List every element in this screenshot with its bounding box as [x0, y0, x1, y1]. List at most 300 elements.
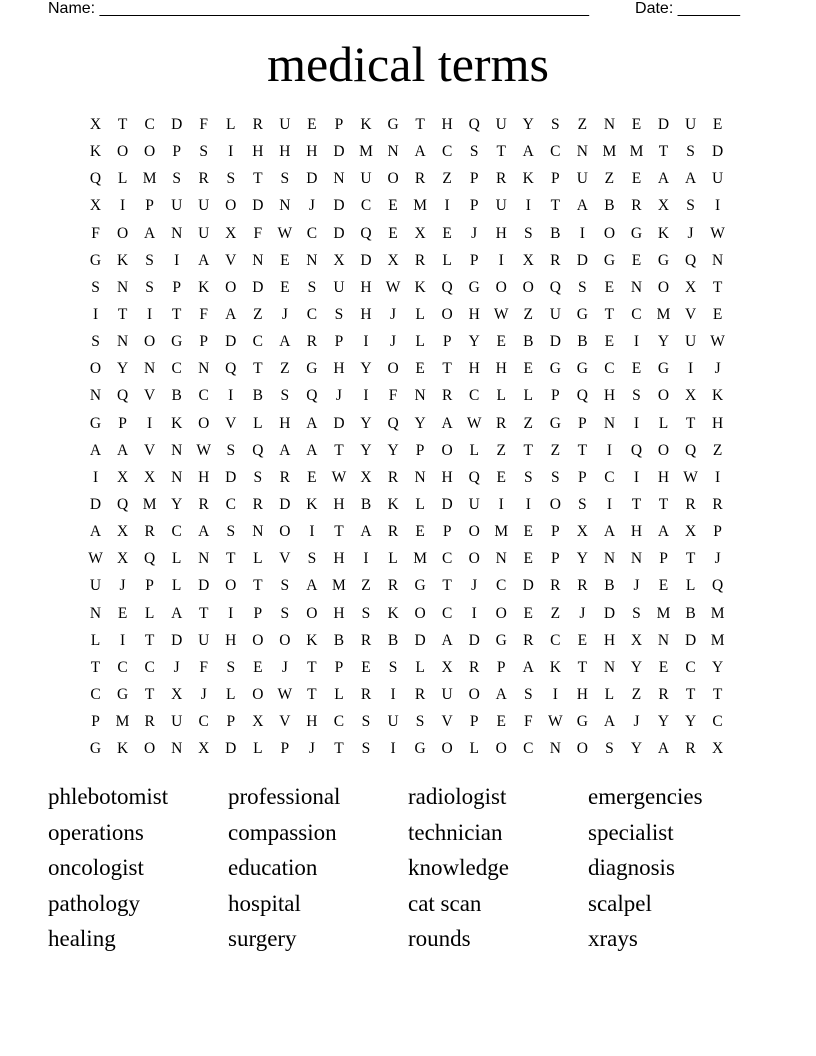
- grid-letter[interactable]: S: [605, 740, 614, 758]
- grid-letter[interactable]: D: [603, 604, 616, 622]
- grid-letter[interactable]: W: [710, 224, 725, 242]
- grid-letter[interactable]: B: [387, 631, 399, 649]
- grid-letter[interactable]: I: [498, 495, 504, 513]
- grid-letter[interactable]: M: [710, 604, 725, 622]
- grid-letter[interactable]: D: [549, 333, 561, 351]
- grid-letter[interactable]: L: [90, 631, 101, 649]
- grid-letter[interactable]: P: [551, 387, 560, 405]
- grid-letter[interactable]: U: [360, 170, 372, 188]
- grid-letter[interactable]: L: [117, 170, 128, 188]
- grid-letter[interactable]: R: [550, 577, 561, 595]
- grid-letter[interactable]: A: [279, 441, 291, 459]
- grid-letter[interactable]: S: [361, 740, 371, 758]
- grid-letter[interactable]: S: [523, 685, 533, 703]
- grid-letter[interactable]: R: [144, 713, 155, 731]
- grid-letter[interactable]: I: [92, 305, 99, 323]
- grid-letter[interactable]: Z: [523, 305, 533, 323]
- grid-letter[interactable]: N: [89, 604, 102, 622]
- grid-letter[interactable]: N: [144, 360, 156, 378]
- grid-letter[interactable]: C: [198, 387, 209, 405]
- grid-letter[interactable]: M: [656, 305, 671, 323]
- grid-letter[interactable]: W: [331, 468, 347, 486]
- grid-letter[interactable]: H: [333, 550, 345, 568]
- grid-letter[interactable]: U: [684, 116, 697, 133]
- grid-letter[interactable]: O: [495, 278, 507, 296]
- grid-letter[interactable]: C: [550, 143, 561, 161]
- grid-letter[interactable]: T: [577, 658, 588, 676]
- grid-letter[interactable]: A: [360, 523, 372, 541]
- grid-letter[interactable]: I: [147, 414, 153, 432]
- grid-letter[interactable]: A: [684, 170, 697, 188]
- grid-letter[interactable]: K: [306, 495, 318, 513]
- grid-letter[interactable]: P: [199, 333, 209, 351]
- grid-letter[interactable]: P: [496, 658, 506, 676]
- grid-letter[interactable]: H: [360, 278, 372, 296]
- grid-letter[interactable]: A: [198, 523, 210, 541]
- grid-letter[interactable]: E: [631, 251, 642, 269]
- grid-letter[interactable]: Q: [576, 387, 588, 405]
- grid-letter[interactable]: O: [468, 685, 480, 703]
- grid-letter[interactable]: S: [145, 278, 154, 296]
- grid-letter[interactable]: K: [712, 387, 724, 405]
- grid-letter[interactable]: E: [307, 116, 317, 133]
- grid-letter[interactable]: O: [306, 604, 318, 622]
- grid-letter[interactable]: Z: [577, 116, 588, 133]
- grid-letter[interactable]: R: [496, 170, 507, 188]
- grid-letter[interactable]: O: [495, 740, 507, 758]
- grid-letter[interactable]: E: [604, 333, 615, 351]
- grid-letter[interactable]: R: [414, 251, 426, 269]
- grid-letter[interactable]: R: [577, 577, 588, 595]
- grid-letter[interactable]: R: [306, 333, 318, 351]
- grid-letter[interactable]: A: [198, 251, 210, 269]
- grid-letter[interactable]: I: [174, 251, 180, 269]
- grid-letter[interactable]: C: [360, 197, 372, 215]
- grid-letter[interactable]: S: [307, 550, 317, 568]
- grid-letter[interactable]: B: [333, 631, 345, 649]
- grid-letter[interactable]: K: [116, 740, 129, 758]
- grid-letter[interactable]: Q: [712, 577, 724, 595]
- grid-letter[interactable]: Q: [549, 278, 561, 296]
- grid-letter[interactable]: H: [603, 631, 616, 649]
- grid-letter[interactable]: R: [360, 631, 372, 649]
- grid-letter[interactable]: A: [603, 713, 616, 731]
- grid-letter[interactable]: M: [710, 631, 725, 649]
- grid-letter[interactable]: X: [333, 251, 345, 269]
- grid-letter[interactable]: N: [712, 251, 724, 269]
- grid-letter[interactable]: L: [226, 685, 236, 703]
- grid-letter[interactable]: H: [495, 224, 507, 242]
- grid-letter[interactable]: Y: [116, 360, 129, 378]
- grid-letter[interactable]: G: [171, 333, 183, 351]
- grid-letter[interactable]: H: [712, 414, 724, 432]
- grid-letter[interactable]: N: [603, 658, 616, 676]
- grid-letter[interactable]: G: [549, 414, 561, 432]
- grid-letter[interactable]: E: [658, 658, 669, 676]
- grid-letter[interactable]: G: [116, 685, 129, 703]
- grid-letter[interactable]: S: [280, 604, 290, 622]
- grid-letter[interactable]: A: [89, 523, 102, 541]
- grid-letter[interactable]: N: [89, 387, 102, 405]
- grid-letter[interactable]: R: [360, 685, 372, 703]
- grid-letter[interactable]: D: [279, 495, 291, 513]
- grid-letter[interactable]: W: [683, 468, 698, 486]
- grid-letter[interactable]: T: [334, 523, 344, 541]
- grid-letter[interactable]: U: [468, 495, 480, 513]
- grid-letter[interactable]: D: [684, 631, 697, 649]
- grid-letter[interactable]: D: [198, 577, 210, 595]
- grid-letter[interactable]: K: [657, 224, 670, 242]
- grid-letter[interactable]: R: [631, 197, 642, 215]
- grid-letter[interactable]: C: [496, 577, 507, 595]
- grid-letter[interactable]: N: [549, 740, 561, 758]
- grid-letter[interactable]: R: [658, 685, 669, 703]
- grid-letter[interactable]: Z: [712, 441, 723, 459]
- grid-letter[interactable]: Y: [630, 658, 643, 676]
- grid-letter[interactable]: A: [116, 441, 129, 459]
- grid-letter[interactable]: G: [306, 360, 318, 378]
- grid-letter[interactable]: H: [630, 523, 643, 541]
- grid-letter[interactable]: K: [306, 631, 318, 649]
- grid-letter[interactable]: N: [603, 550, 616, 568]
- grid-letter[interactable]: S: [551, 468, 560, 486]
- grid-letter[interactable]: O: [252, 685, 264, 703]
- grid-letter[interactable]: I: [525, 197, 531, 215]
- grid-letter[interactable]: I: [228, 143, 234, 161]
- grid-letter[interactable]: O: [468, 550, 480, 568]
- grid-letter[interactable]: C: [171, 523, 182, 541]
- grid-letter[interactable]: C: [441, 604, 453, 622]
- grid-letter[interactable]: P: [145, 577, 154, 595]
- grid-letter[interactable]: O: [89, 360, 102, 378]
- grid-letter[interactable]: X: [171, 685, 183, 703]
- grid-letter[interactable]: D: [306, 170, 318, 188]
- grid-letter[interactable]: M: [413, 550, 427, 568]
- grid-letter[interactable]: D: [360, 251, 372, 269]
- grid-letter[interactable]: S: [334, 305, 344, 323]
- grid-letter[interactable]: T: [685, 414, 696, 432]
- date-field-label[interactable]: Date: _______: [635, 0, 740, 17]
- grid-letter[interactable]: Y: [387, 441, 399, 459]
- grid-letter[interactable]: E: [280, 251, 290, 269]
- grid-letter[interactable]: I: [552, 685, 558, 703]
- grid-letter[interactable]: V: [144, 387, 156, 405]
- grid-letter[interactable]: Q: [387, 414, 399, 432]
- grid-letter[interactable]: R: [496, 414, 507, 432]
- grid-letter[interactable]: E: [253, 658, 263, 676]
- grid-letter[interactable]: I: [687, 360, 694, 378]
- grid-letter[interactable]: X: [198, 740, 210, 758]
- grid-letter[interactable]: P: [578, 468, 587, 486]
- grid-letter[interactable]: R: [441, 387, 453, 405]
- grid-letter[interactable]: Y: [684, 713, 697, 731]
- grid-letter[interactable]: G: [89, 740, 102, 758]
- grid-letter[interactable]: D: [576, 251, 588, 269]
- grid-letter[interactable]: K: [116, 251, 129, 269]
- grid-letter[interactable]: E: [577, 631, 588, 649]
- grid-letter[interactable]: U: [684, 333, 697, 351]
- grid-letter[interactable]: I: [147, 305, 153, 323]
- grid-letter[interactable]: U: [576, 170, 588, 188]
- grid-letter[interactable]: J: [714, 550, 721, 568]
- grid-letter[interactable]: L: [388, 550, 398, 568]
- grid-letter[interactable]: O: [225, 577, 237, 595]
- grid-letter[interactable]: O: [468, 523, 480, 541]
- grid-letter[interactable]: T: [198, 604, 209, 622]
- grid-letter[interactable]: Y: [414, 414, 426, 432]
- grid-letter[interactable]: L: [226, 116, 236, 133]
- grid-letter[interactable]: C: [441, 143, 453, 161]
- grid-letter[interactable]: O: [522, 278, 534, 296]
- grid-letter[interactable]: E: [496, 468, 506, 486]
- grid-letter[interactable]: O: [198, 414, 210, 432]
- grid-letter[interactable]: O: [225, 278, 237, 296]
- grid-letter[interactable]: D: [468, 631, 480, 649]
- grid-letter[interactable]: T: [415, 116, 425, 133]
- grid-letter[interactable]: E: [496, 333, 506, 351]
- grid-letter[interactable]: M: [629, 143, 644, 161]
- grid-letter[interactable]: S: [199, 143, 209, 161]
- grid-letter[interactable]: M: [142, 170, 157, 188]
- grid-letter[interactable]: L: [604, 685, 615, 703]
- grid-letter[interactable]: C: [441, 550, 453, 568]
- grid-letter[interactable]: T: [253, 577, 263, 595]
- grid-letter[interactable]: T: [685, 685, 696, 703]
- grid-letter[interactable]: M: [332, 577, 346, 595]
- grid-letter[interactable]: G: [603, 251, 616, 269]
- grid-letter[interactable]: N: [171, 740, 183, 758]
- grid-letter[interactable]: J: [308, 197, 315, 215]
- grid-letter[interactable]: S: [226, 658, 236, 676]
- grid-letter[interactable]: K: [522, 170, 534, 188]
- grid-letter[interactable]: C: [144, 116, 155, 133]
- grid-letter[interactable]: H: [576, 685, 588, 703]
- grid-letter[interactable]: N: [387, 143, 399, 161]
- grid-letter[interactable]: W: [196, 441, 212, 459]
- grid-letter[interactable]: S: [415, 713, 425, 731]
- grid-letter[interactable]: L: [171, 550, 182, 568]
- grid-letter[interactable]: U: [279, 116, 291, 133]
- grid-letter[interactable]: A: [414, 143, 426, 161]
- grid-letter[interactable]: Y: [468, 333, 480, 351]
- grid-letter[interactable]: X: [684, 387, 697, 405]
- grid-letter[interactable]: J: [335, 387, 342, 405]
- grid-letter[interactable]: U: [495, 116, 507, 133]
- grid-letter[interactable]: W: [710, 333, 725, 351]
- grid-letter[interactable]: H: [252, 143, 264, 161]
- grid-letter[interactable]: A: [171, 604, 183, 622]
- grid-letter[interactable]: H: [306, 713, 318, 731]
- grid-letter[interactable]: E: [712, 116, 723, 133]
- grid-letter[interactable]: H: [441, 468, 453, 486]
- grid-letter[interactable]: J: [633, 713, 640, 731]
- grid-letter[interactable]: A: [603, 523, 616, 541]
- grid-letter[interactable]: S: [523, 224, 533, 242]
- grid-letter[interactable]: X: [684, 523, 697, 541]
- grid-letter[interactable]: V: [225, 414, 237, 432]
- grid-letter[interactable]: I: [444, 197, 450, 215]
- grid-letter[interactable]: N: [630, 550, 643, 568]
- grid-letter[interactable]: R: [387, 577, 399, 595]
- grid-letter[interactable]: K: [89, 143, 102, 161]
- grid-letter[interactable]: L: [685, 577, 696, 595]
- grid-letter[interactable]: J: [200, 685, 207, 703]
- grid-letter[interactable]: O: [495, 604, 507, 622]
- grid-letter[interactable]: D: [441, 495, 453, 513]
- grid-letter[interactable]: C: [117, 658, 128, 676]
- grid-letter[interactable]: M: [656, 604, 671, 622]
- grid-letter[interactable]: P: [334, 116, 344, 133]
- grid-letter[interactable]: V: [279, 713, 291, 731]
- grid-letter[interactable]: L: [253, 740, 263, 758]
- grid-letter[interactable]: U: [198, 631, 210, 649]
- grid-letter[interactable]: N: [252, 251, 264, 269]
- grid-letter[interactable]: R: [252, 495, 263, 513]
- grid-letter[interactable]: A: [657, 523, 670, 541]
- grid-letter[interactable]: J: [471, 224, 478, 242]
- grid-letter[interactable]: O: [279, 523, 291, 541]
- grid-letter[interactable]: P: [469, 170, 479, 188]
- grid-letter[interactable]: L: [523, 387, 533, 405]
- grid-letter[interactable]: A: [306, 414, 318, 432]
- grid-letter[interactable]: N: [414, 468, 426, 486]
- grid-letter[interactable]: E: [442, 224, 452, 242]
- grid-letter[interactable]: D: [225, 740, 237, 758]
- grid-letter[interactable]: P: [551, 523, 560, 541]
- grid-letter[interactable]: R: [712, 495, 723, 513]
- grid-letter[interactable]: D: [414, 631, 426, 649]
- grid-letter[interactable]: Y: [657, 713, 670, 731]
- grid-letter[interactable]: L: [144, 604, 155, 622]
- grid-letter[interactable]: U: [387, 713, 399, 731]
- grid-letter[interactable]: R: [387, 468, 399, 486]
- grid-letter[interactable]: R: [469, 658, 480, 676]
- grid-letter[interactable]: P: [442, 333, 452, 351]
- grid-letter[interactable]: T: [685, 550, 696, 568]
- grid-letter[interactable]: U: [171, 713, 183, 731]
- grid-letter[interactable]: P: [145, 197, 154, 215]
- grid-letter[interactable]: X: [89, 197, 102, 215]
- grid-letter[interactable]: F: [253, 224, 263, 242]
- grid-letter[interactable]: H: [306, 143, 318, 161]
- grid-letter[interactable]: O: [387, 360, 399, 378]
- grid-letter[interactable]: G: [414, 577, 426, 595]
- grid-letter[interactable]: V: [441, 713, 453, 731]
- grid-letter[interactable]: B: [604, 197, 615, 215]
- grid-letter[interactable]: B: [360, 495, 372, 513]
- grid-letter[interactable]: I: [715, 197, 721, 215]
- grid-letter[interactable]: S: [226, 170, 236, 188]
- grid-letter[interactable]: K: [171, 414, 183, 432]
- grid-letter[interactable]: N: [198, 550, 210, 568]
- grid-letter[interactable]: C: [550, 631, 561, 649]
- grid-letter[interactable]: K: [387, 604, 399, 622]
- grid-letter[interactable]: M: [142, 495, 157, 513]
- grid-letter[interactable]: D: [333, 143, 345, 161]
- grid-letter[interactable]: E: [496, 713, 506, 731]
- grid-letter[interactable]: P: [172, 143, 181, 161]
- grid-letter[interactable]: X: [89, 116, 102, 133]
- grid-letter[interactable]: L: [415, 495, 425, 513]
- grid-letter[interactable]: A: [306, 577, 318, 595]
- grid-letter[interactable]: A: [657, 170, 670, 188]
- grid-letter[interactable]: J: [390, 333, 397, 351]
- grid-letter[interactable]: G: [576, 305, 588, 323]
- grid-letter[interactable]: J: [714, 360, 721, 378]
- grid-letter[interactable]: X: [116, 468, 129, 486]
- grid-letter[interactable]: K: [549, 658, 561, 676]
- grid-letter[interactable]: H: [333, 495, 345, 513]
- grid-letter[interactable]: D: [333, 197, 345, 215]
- grid-letter[interactable]: E: [631, 116, 642, 133]
- grid-letter[interactable]: P: [415, 441, 425, 459]
- grid-letter[interactable]: J: [633, 577, 640, 595]
- grid-letter[interactable]: N: [116, 278, 129, 296]
- grid-letter[interactable]: F: [199, 116, 209, 133]
- grid-letter[interactable]: L: [415, 305, 425, 323]
- grid-letter[interactable]: V: [144, 441, 156, 459]
- grid-letter[interactable]: S: [388, 658, 398, 676]
- grid-letter[interactable]: S: [632, 387, 641, 405]
- grid-letter[interactable]: R: [523, 631, 534, 649]
- grid-letter[interactable]: S: [686, 197, 695, 215]
- grid-letter[interactable]: W: [277, 224, 293, 242]
- grid-letter[interactable]: N: [171, 468, 183, 486]
- name-field-label[interactable]: Name: _______________________________________________________: [48, 0, 589, 17]
- grid-letter[interactable]: G: [549, 360, 561, 378]
- grid-letter[interactable]: A: [306, 441, 318, 459]
- grid-letter[interactable]: X: [225, 224, 237, 242]
- grid-letter[interactable]: C: [252, 333, 263, 351]
- grid-letter[interactable]: U: [198, 224, 210, 242]
- grid-letter[interactable]: C: [523, 740, 534, 758]
- grid-letter[interactable]: Q: [684, 441, 697, 459]
- grid-letter[interactable]: G: [468, 278, 480, 296]
- grid-letter[interactable]: S: [551, 116, 560, 133]
- grid-letter[interactable]: E: [388, 224, 398, 242]
- grid-letter[interactable]: N: [657, 631, 670, 649]
- grid-letter[interactable]: K: [198, 278, 210, 296]
- grid-letter[interactable]: Z: [631, 685, 642, 703]
- grid-letter[interactable]: I: [363, 550, 369, 568]
- grid-letter[interactable]: G: [387, 116, 399, 133]
- grid-letter[interactable]: C: [144, 658, 155, 676]
- grid-letter[interactable]: P: [442, 523, 452, 541]
- grid-letter[interactable]: J: [471, 577, 478, 595]
- grid-letter[interactable]: F: [388, 387, 398, 405]
- grid-letter[interactable]: T: [253, 170, 263, 188]
- grid-letter[interactable]: G: [495, 631, 507, 649]
- grid-letter[interactable]: L: [415, 658, 425, 676]
- grid-letter[interactable]: B: [171, 387, 182, 405]
- grid-letter[interactable]: G: [657, 251, 670, 269]
- grid-letter[interactable]: I: [228, 604, 234, 622]
- grid-letter[interactable]: I: [633, 414, 640, 432]
- grid-letter[interactable]: A: [279, 333, 291, 351]
- grid-letter[interactable]: T: [604, 305, 615, 323]
- grid-letter[interactable]: U: [712, 170, 724, 188]
- grid-letter[interactable]: I: [363, 387, 369, 405]
- grid-letter[interactable]: O: [279, 631, 291, 649]
- grid-letter[interactable]: H: [279, 143, 291, 161]
- grid-letter[interactable]: U: [89, 577, 102, 595]
- grid-letter[interactable]: H: [495, 360, 507, 378]
- grid-letter[interactable]: P: [551, 550, 560, 568]
- grid-letter[interactable]: P: [469, 713, 479, 731]
- grid-letter[interactable]: T: [144, 685, 155, 703]
- grid-letter[interactable]: X: [252, 713, 264, 731]
- grid-letter[interactable]: L: [253, 550, 263, 568]
